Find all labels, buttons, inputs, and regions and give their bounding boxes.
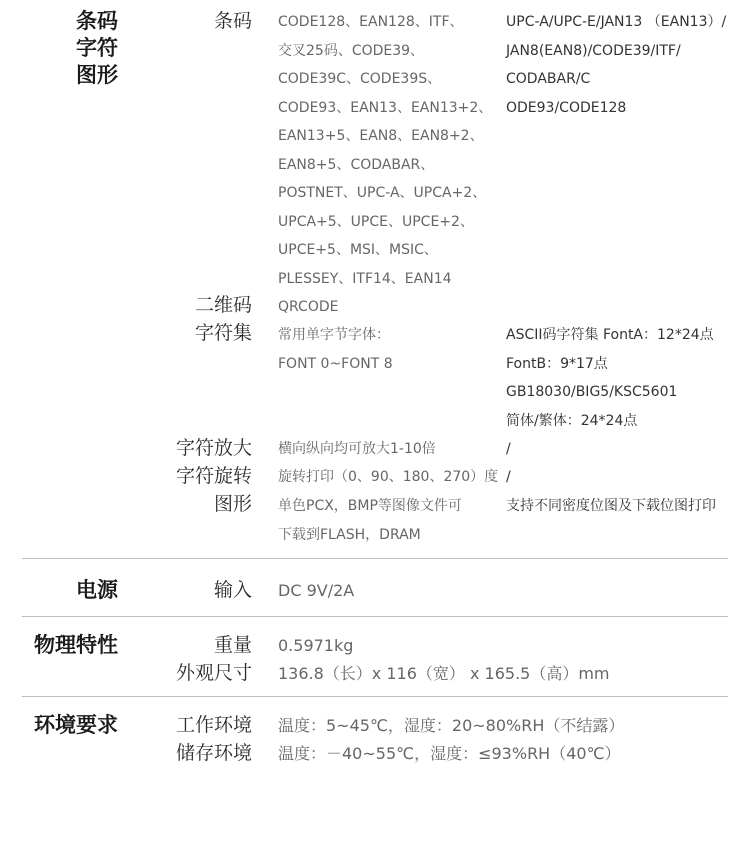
charset-values	[278, 321, 503, 378]
barcode-values-alt	[506, 8, 750, 122]
charset-value-line: 常用单字节字体：	[278, 327, 390, 343]
charset-values-alt	[506, 321, 750, 435]
label-graphics: 图形	[213, 493, 252, 515]
barcode-alt-line: UPC-A/UPC-E/JAN13 （EAN13）/	[506, 14, 727, 30]
label-charset: 字符集	[194, 322, 252, 344]
barcode-value-line: POSTNET、UPC-A、UPCA+2、	[278, 185, 487, 201]
barcode-alt-line: ODE93/CODE128	[506, 99, 627, 116]
category-power: 电源	[76, 578, 118, 602]
barcode-alt-line: CODABAR/C	[506, 71, 591, 87]
barcode-values	[278, 8, 503, 293]
barcode-value-line: UPCE+5、MSI、MSIC、	[278, 242, 438, 258]
label-char-zoom: 字符放大	[175, 437, 252, 459]
label-storage-env: 储存环境	[175, 742, 252, 764]
category-physical: 物理特性	[34, 633, 118, 657]
barcode-value-line: CODE39C、CODE39S、	[278, 71, 442, 87]
category-line: 字符	[76, 36, 118, 60]
charset-alt-line: 简体/繁体：24*24点	[506, 412, 638, 429]
label-char-rotate: 字符旋转	[175, 465, 252, 487]
barcode-value-line: PLESSEY、ITF14、EAN14	[278, 270, 452, 287]
dimensions-value: 136.8（长）x 116（宽） x 165.5（高）mm	[278, 664, 610, 683]
label-weight: 重量	[213, 634, 252, 656]
section-divider	[22, 696, 728, 697]
weight-value: 0.5971kg	[278, 636, 354, 655]
graphics-value-alt: 支持不同密度位图及下载位图打印	[506, 498, 716, 514]
section-divider	[22, 616, 728, 617]
storage-env-value: 温度：－40~55℃，湿度：≤93%RH（40℃）	[278, 744, 621, 763]
charset-alt-line: GB18030/BIG5/KSC5601	[506, 384, 678, 400]
barcode-alt-line: JAN8(EAN8)/CODE39/ITF/	[506, 42, 681, 59]
label-barcode: 条码	[213, 10, 252, 32]
char-zoom-value-alt: /	[506, 441, 511, 457]
barcode-value-line: CODE128、EAN128、ITF、	[278, 14, 464, 30]
graphics-value-line: 下载到FLASH，DRAM	[278, 526, 421, 543]
charset-value-line: FONT 0~FONT 8	[278, 355, 393, 372]
char-rotate-value: 旋转打印（0、90、180、270）度	[278, 469, 499, 485]
barcode-value-line: EAN13+5、EAN8、EAN8+2、	[278, 128, 484, 144]
label-qrcode: 二维码	[194, 294, 252, 316]
graphics-values	[278, 492, 503, 549]
charset-alt-line: ASCII码字符集 FontA：12*24点	[506, 327, 714, 343]
graphics-value-line: 单色PCX，BMP等图像文件可	[278, 498, 462, 514]
working-env-value: 温度：5~45℃，湿度：20~80%RH（不结露）	[278, 716, 625, 735]
barcode-value-line: CODE93、EAN13、EAN13+2、	[278, 99, 493, 116]
barcode-value-line: UPCA+5、UPCE、UPCE+2、	[278, 213, 474, 230]
category-line: 条码	[76, 9, 118, 33]
barcode-value-line: EAN8+5、CODABAR、	[278, 156, 435, 173]
label-dimensions: 外观尺寸	[175, 662, 252, 684]
char-zoom-value: 横向纵向均可放大1-10倍	[278, 441, 436, 457]
qrcode-value: QRCODE	[278, 299, 339, 315]
label-working-env: 工作环境	[175, 714, 252, 736]
input-value: DC 9V/2A	[278, 581, 355, 600]
category-barcode-char-graphics	[0, 8, 118, 89]
barcode-value-line: 交叉25码、CODE39、	[278, 42, 425, 59]
category-line: 图形	[76, 63, 118, 87]
charset-alt-line: FontB：9*17点	[506, 355, 608, 372]
category-environment: 环境要求	[34, 713, 118, 737]
section-divider	[22, 558, 728, 559]
label-input: 输入	[213, 579, 252, 601]
char-rotate-value-alt: /	[506, 469, 511, 485]
